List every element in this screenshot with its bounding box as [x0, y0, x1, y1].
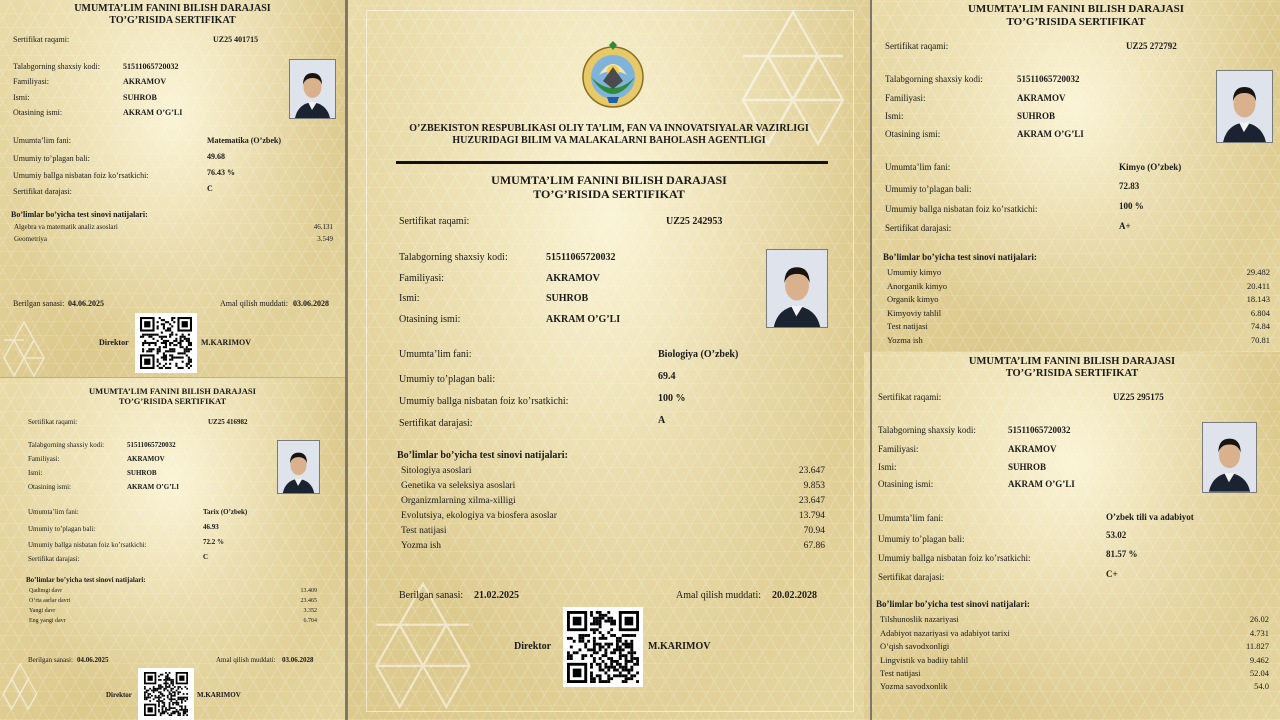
- section-score: 9.462: [1249, 655, 1269, 665]
- cert-title-line2: TO’G’RISIDA SERTIFIKAT: [1006, 15, 1146, 28]
- id-label: Talabgorning shaxsiy kodi:: [885, 74, 983, 84]
- issued-date: 04.06.2025: [77, 656, 109, 664]
- student-photo: [1216, 70, 1273, 143]
- cert-number-label: Sertifikat raqami:: [878, 392, 942, 402]
- section-name: Algebra va matematik analiz asoslari: [14, 223, 118, 231]
- cert-title-line2: TO’G’RISIDA SERTIFIKAT: [1005, 368, 1139, 380]
- section-score: 3.352: [303, 608, 317, 614]
- subject: Matematika (O’zbek): [207, 136, 281, 145]
- score: 72.83: [1119, 181, 1140, 191]
- level: A+: [1119, 221, 1131, 231]
- level: C: [203, 553, 209, 561]
- section-score: 20.411: [1246, 281, 1270, 291]
- level-label: Sertifikat darajasi:: [885, 223, 952, 233]
- student-photo: [1202, 422, 1257, 493]
- surname: AKRAMOV: [1017, 93, 1066, 103]
- director-label: Direktor: [99, 338, 129, 347]
- certificate-history: [0, 378, 345, 720]
- name-label: Ismi:: [13, 93, 30, 102]
- score-label: Umumiy to’plagan bali:: [885, 184, 972, 194]
- subject-label: Umumta’lim fani:: [28, 508, 79, 516]
- section-score: 18.143: [1246, 294, 1270, 304]
- valid-label: Amal qilish muddati:: [676, 590, 761, 601]
- issued-date: 04.06.2025: [68, 299, 104, 308]
- section-score: 74.84: [1250, 321, 1270, 331]
- percent-label: Umumiy ballga nisbatan foiz ko’rsatkichi:: [28, 541, 147, 549]
- percent: 81.57 %: [1106, 549, 1138, 559]
- valid-date: 03.06.2028: [293, 299, 329, 308]
- qr-code-icon: [138, 668, 194, 720]
- section-name: Genetika va seleksiya asoslari: [401, 481, 516, 491]
- personal-id: 51511065720032: [127, 441, 176, 449]
- father-name: AKRAM O’G’LI: [1008, 479, 1075, 489]
- ministry-line1: O’ZBEKISTON RESPUBLIKASI OLIY TA’LIM, FAN VA INNOVATSIYALAR VAZIRLIGI: [409, 123, 809, 134]
- collage-seam: [0, 377, 345, 378]
- cert-number-label: Sertifikat raqami:: [13, 35, 70, 44]
- score: 49.68: [207, 152, 225, 161]
- student-photo: [277, 440, 320, 494]
- surname: AKRAMOV: [123, 77, 167, 86]
- cert-title-line1: UMUMTA’LIM FANINI BILISH DARAJASI: [89, 386, 256, 396]
- section-score: 4.731: [1249, 628, 1269, 638]
- section-score: 3.549: [317, 235, 333, 243]
- personal-id: 51511065720032: [1008, 425, 1071, 435]
- issued-label: Berilgan sanasi:: [399, 590, 464, 601]
- star-ornament-icon: [0, 320, 48, 378]
- section-name: Evolutsiya, ekologiya va biosfera asoslar: [401, 511, 557, 521]
- surname: AKRAMOV: [1008, 444, 1057, 454]
- level: A: [658, 415, 666, 426]
- score-label: Umumiy to’plagan bali:: [28, 525, 96, 533]
- section-name: Anorganik kimyo: [887, 281, 948, 291]
- cert-number-label: Sertifikat raqami:: [885, 41, 949, 51]
- id-label: Talabgorning shaxsiy kodi:: [399, 252, 508, 263]
- student-photo: [289, 59, 336, 119]
- cert-number: UZ25 416982: [208, 418, 248, 426]
- first-name: SUHROB: [123, 93, 157, 102]
- cert-title-line1: UMUMTA’LIM FANINI BILISH DARAJASI: [967, 3, 1185, 15]
- cert-title: [348, 174, 870, 202]
- certificate-uzbek-language: [864, 352, 1280, 720]
- student-photo: [766, 249, 828, 328]
- cert-title: [872, 3, 1280, 28]
- level: C+: [1106, 569, 1118, 579]
- cert-title-line2: TO’G’RISIDA SERTIFIKAT: [109, 14, 236, 26]
- id-label: Talabgorning shaxsiy kodi:: [28, 441, 105, 449]
- level-label: Sertifikat darajasi:: [878, 572, 945, 582]
- percent-label: Umumiy ballga nisbatan foiz ko’rsatkichi:: [878, 553, 1031, 563]
- father-name: AKRAM O’G’LI: [1017, 129, 1084, 139]
- father-name-label: Otasining ismi:: [28, 483, 71, 491]
- section-score: 23.647: [798, 496, 825, 506]
- section-name: O’rta asrlar davri: [29, 598, 71, 604]
- surname-label: Familiyasi:: [13, 77, 49, 86]
- surname: AKRAMOV: [127, 455, 165, 463]
- cert-number: UZ25 295175: [1113, 392, 1164, 402]
- first-name: SUHROB: [546, 293, 589, 304]
- ministry-header: [348, 123, 870, 146]
- header-divider: [396, 161, 828, 164]
- cert-title-line2: TO’G’RISIDA SERTIFIKAT: [533, 186, 685, 201]
- subject: Biologiya (O’zbek): [658, 349, 739, 360]
- cert-number: UZ25 272792: [1126, 41, 1177, 51]
- father-name-label: Otasining ismi:: [878, 479, 934, 489]
- cert-number: UZ25 242953: [666, 216, 723, 227]
- score-label: Umumiy to’plagan bali:: [13, 154, 90, 163]
- cert-title: [0, 3, 345, 26]
- section-score: 67.86: [803, 541, 825, 551]
- section-name: Yozma ish: [401, 541, 441, 551]
- surname: AKRAMOV: [546, 273, 600, 284]
- id-label: Talabgorning shaxsiy kodi:: [13, 62, 100, 71]
- father-name: AKRAM O’G’LI: [123, 108, 183, 117]
- cert-title: [0, 387, 345, 407]
- cert-title-line2: TO’G’RISIDA SERTIFIKAT: [118, 395, 227, 406]
- subject-label: Umumta’lim fani:: [878, 513, 944, 523]
- director-name: M.KARIMOV: [201, 338, 251, 347]
- ministry-line2: HUZURIDAGI BILIM VA MALAKALARNI BAHOLASH AGENTLIGI: [452, 134, 766, 146]
- section-name: Kimyoviy tahlil: [887, 308, 942, 318]
- cert-number: UZ25 401715: [213, 35, 259, 44]
- name-label: Ismi:: [878, 462, 897, 472]
- section-score: 46.131: [313, 223, 333, 231]
- valid-date: 03.06.2028: [282, 656, 314, 664]
- director-label: Direktor: [106, 691, 132, 699]
- director-name: M.KARIMOV: [197, 691, 241, 699]
- section-name: Test natijasi: [887, 321, 928, 331]
- director-label: Direktor: [514, 641, 552, 652]
- star-ornament-icon: [0, 658, 40, 720]
- section-name: O’qish savodxonligi: [880, 641, 950, 651]
- section-name: Yozma savodxonlik: [880, 681, 948, 691]
- section-score: 70.94: [803, 526, 825, 536]
- surname-label: Familiyasi:: [399, 273, 444, 284]
- cert-title: [864, 356, 1280, 380]
- section-score: 23.647: [798, 466, 825, 476]
- collage-seam: [870, 0, 872, 720]
- sections-title: Bo’limlar bo’yicha test sinovi natijalari:: [883, 252, 1037, 262]
- level-label: Sertifikat darajasi:: [13, 187, 72, 196]
- surname-label: Familiyasi:: [28, 455, 60, 463]
- issued-label: Berilgan sanasi:: [13, 299, 65, 308]
- certificate-chemistry: [872, 0, 1280, 352]
- sections-title: Bo’limlar bo’yicha test sinovi natijalari:: [11, 210, 148, 219]
- section-score: 23.465: [300, 598, 317, 604]
- section-name: Qadimgi davr: [29, 588, 63, 594]
- father-name-label: Otasining ismi:: [885, 129, 941, 139]
- father-name: AKRAM O’G’LI: [127, 483, 179, 491]
- section-score: 13.794: [798, 511, 825, 521]
- subject-label: Umumta’lim fani:: [13, 136, 71, 145]
- valid-label: Amal qilish muddati:: [216, 656, 276, 664]
- score-label: Umumiy to’plagan bali:: [878, 534, 965, 544]
- subject: Tarix (O’zbek): [203, 508, 248, 516]
- subject-label: Umumta’lim fani:: [399, 349, 472, 360]
- section-name: Eng yangi davr: [29, 618, 66, 624]
- name-label: Ismi:: [28, 469, 43, 477]
- father-name: AKRAM O’G’LI: [546, 314, 621, 325]
- valid-label: Amal qilish muddati:: [220, 299, 288, 308]
- cert-title-line1: UMUMTA’LIM FANINI BILISH DARAJASI: [968, 356, 1176, 367]
- valid-date: 20.02.2028: [772, 590, 817, 601]
- name-label: Ismi:: [885, 111, 904, 121]
- surname-label: Familiyasi:: [885, 93, 926, 103]
- certificate-biology: [348, 0, 870, 720]
- score-label: Umumiy to’plagan bali:: [399, 374, 496, 385]
- subject-label: Umumta’lim fani:: [885, 162, 951, 172]
- father-name-label: Otasining ismi:: [399, 314, 461, 325]
- subject: O’zbek tili va adabiyot: [1106, 512, 1194, 522]
- first-name: SUHROB: [1008, 462, 1047, 472]
- section-name: Umumiy kimyo: [887, 267, 942, 277]
- section-name: Organizmlarning xilma-xilligi: [401, 496, 516, 506]
- uzbekistan-emblem-icon: [581, 41, 645, 111]
- section-score: 26.02: [1249, 614, 1269, 624]
- issued-label: Berilgan sanasi:: [28, 656, 73, 664]
- level: C: [207, 184, 213, 193]
- personal-id: 51511065720032: [546, 252, 616, 263]
- section-name: Sitologiya asoslari: [401, 466, 472, 476]
- issued-date: 21.02.2025: [474, 590, 519, 601]
- section-score: 70.81: [1250, 335, 1270, 345]
- section-score: 54.0: [1254, 681, 1269, 691]
- section-score: 9.853: [803, 481, 825, 491]
- cert-number-label: Sertifikat raqami:: [28, 418, 78, 426]
- sections-title: Bo’limlar bo’yicha test sinovi natijalari:: [26, 576, 146, 584]
- section-name: Tilshunoslik nazariyasi: [880, 614, 959, 624]
- percent: 76.43 %: [207, 168, 235, 177]
- percent-label: Umumiy ballga nisbatan foiz ko’rsatkichi:: [13, 171, 149, 180]
- section-score: 52.04: [1249, 668, 1269, 678]
- percent-label: Umumiy ballga nisbatan foiz ko’rsatkichi:: [885, 204, 1038, 214]
- cert-number-label: Sertifikat raqami:: [399, 216, 470, 227]
- section-score: 13.409: [300, 588, 317, 594]
- cert-title-line1: UMUMTA’LIM FANINI BILISH DARAJASI: [74, 3, 271, 14]
- sections-title: Bo’limlar bo’yicha test sinovi natijalari:: [876, 599, 1030, 609]
- section-name: Test natijasi: [401, 526, 447, 536]
- section-score: 6.804: [1250, 308, 1270, 318]
- level-label: Sertifikat darajasi:: [28, 555, 80, 563]
- subject: Kimyo (O’zbek): [1119, 162, 1182, 172]
- percent: 100 %: [658, 393, 686, 404]
- name-label: Ismi:: [399, 293, 420, 304]
- certificate-math: [0, 0, 345, 378]
- section-name: Yangi davr: [29, 608, 56, 614]
- section-score: 11.827: [1245, 641, 1269, 651]
- director-name: M.KARIMOV: [648, 641, 711, 652]
- section-name: Lingvistik va badiiy tahlil: [880, 655, 969, 665]
- percent-label: Umumiy ballga nisbatan foiz ko’rsatkichi:: [399, 396, 569, 407]
- qr-code-icon: [135, 313, 197, 373]
- section-score: 6.704: [303, 618, 317, 624]
- id-label: Talabgorning shaxsiy kodi:: [878, 425, 976, 435]
- section-name: Adabiyot nazariyasi va adabiyot tarixi: [880, 628, 1010, 638]
- star-ornament-icon: [358, 580, 488, 720]
- qr-code-icon: [563, 607, 643, 687]
- section-name: Geometriya: [14, 235, 48, 243]
- personal-id: 51511065720032: [123, 62, 179, 71]
- sections-title: Bo’limlar bo’yicha test sinovi natijalari:: [397, 450, 568, 461]
- section-name: Organik kimyo: [887, 294, 939, 304]
- section-name: Test natijasi: [880, 668, 921, 678]
- surname-label: Familiyasi:: [878, 444, 919, 454]
- percent: 72.2 %: [203, 538, 224, 546]
- first-name: SUHROB: [1017, 111, 1056, 121]
- section-name: Yozma ish: [887, 335, 923, 345]
- score: 53.02: [1106, 530, 1127, 540]
- first-name: SUHROB: [127, 469, 157, 477]
- personal-id: 51511065720032: [1017, 74, 1080, 84]
- score: 69.4: [658, 371, 676, 382]
- collage-seam: [345, 0, 348, 720]
- score: 46.93: [203, 523, 219, 531]
- level-label: Sertifikat darajasi:: [399, 418, 473, 429]
- percent: 100 %: [1119, 201, 1144, 211]
- father-name-label: Otasining ismi:: [13, 108, 63, 117]
- cert-title-line1: UMUMTA’LIM FANINI BILISH DARAJASI: [491, 173, 727, 187]
- section-score: 29.482: [1246, 267, 1270, 277]
